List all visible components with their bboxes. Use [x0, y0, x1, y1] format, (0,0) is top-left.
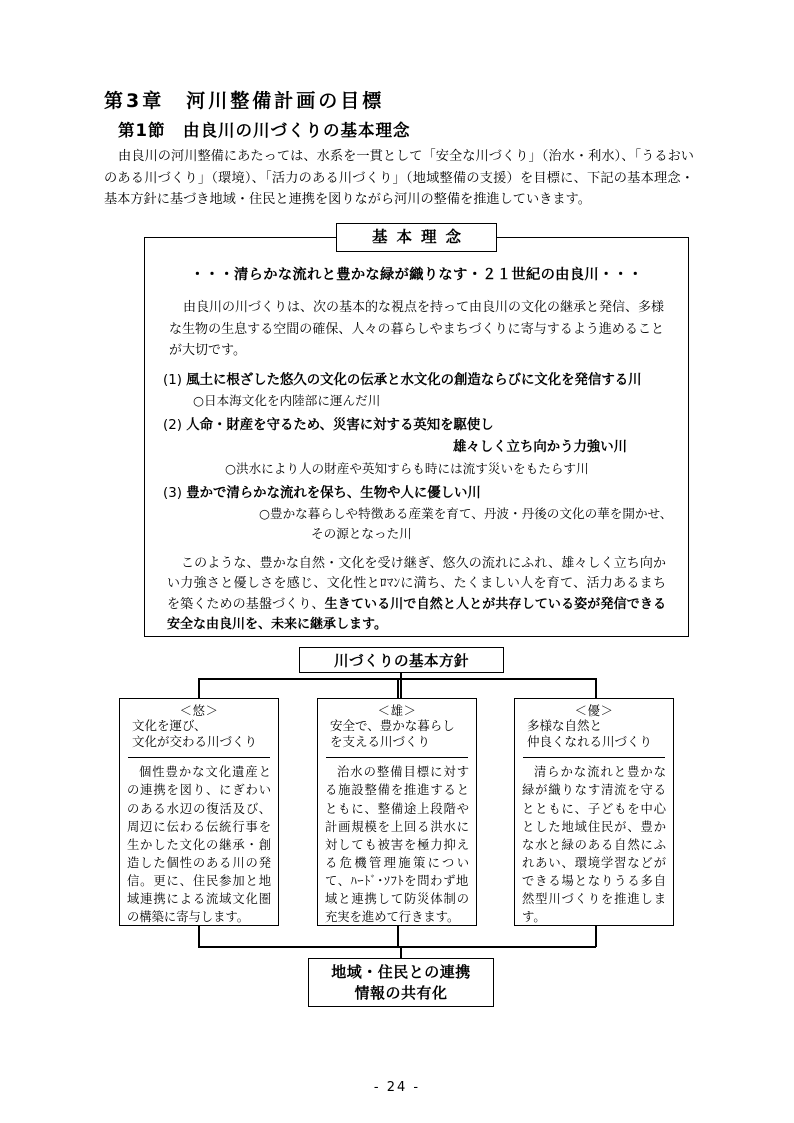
- concept-item-3: [163, 483, 670, 504]
- column-1-subtitle-line1: 安全で、豊かな暮らし: [330, 718, 455, 733]
- column-1-subtitle-line2: を支える川づくり: [330, 733, 431, 749]
- column-0-divider: [128, 757, 270, 758]
- concept-item-3-number: (3): [163, 485, 182, 501]
- concept-item-2-number: (2): [163, 417, 182, 433]
- concept-item-1: [163, 370, 670, 391]
- connector-policy-down: [400, 673, 402, 698]
- concept-item-3-sub-2: その源となった川: [311, 525, 412, 541]
- concept-item-1-heading: 風土に根ざした悠久の文化の伝承と水文化の創造ならびに文化を発信する川: [186, 372, 642, 388]
- connector-top-to-col-1: [397, 678, 399, 698]
- connector-col-1-down: [397, 926, 399, 947]
- basic-concept-title: 基本理念: [336, 223, 497, 252]
- intro-paragraph: 由良川の河川整備にあたっては、水系を一貫として「安全な川づくり」（治水・利水）、「うるおいのある川づくり」（環境）、「活力のある川づくり」（地域整備の支援）を目標に、下記の基本理念・基本方針に基づき地域・住民と連携を図りながら河川の整備を推進していきます。: [104, 149, 694, 207]
- column-0-subtitle-line1: 文化を運び、: [132, 718, 207, 733]
- connector-col-2-down: [595, 926, 597, 947]
- bottom-box-line-2: 情報の共有化: [354, 983, 448, 1002]
- concept-item-2-heading: 人命・財産を守るため、災害に対する英知を駆使し: [186, 417, 494, 433]
- concept-lead-paragraph: 由良川の川づくりは、次の基本的な視点を持って由良川の文化の継承と発信、多様な生物の生息する空間の確保、人々の暮らしやまちづくりに寄与するよう進めることが大切です。: [169, 300, 665, 358]
- column-2-subtitle-line2: 仲良くなれる川づくり: [527, 733, 653, 749]
- concept-item-1-sub-1: ○日本海文化を内陸部に運んだ川: [193, 392, 381, 408]
- column-0-subtitle-line2: 文化が交わる川づくり: [132, 733, 258, 749]
- column-2-body: 清らかな流れと豊かな緑が織りなす清流を守るとともに、子どもを中心とした地域住民が、豊かな水と緑のある自然にふれあい、環境学習などができる場となりうる多自然型川づくりを推進します。: [522, 765, 666, 925]
- concept-closing-paragraph: [163, 554, 670, 636]
- connector-bottom-bus: [198, 946, 596, 948]
- connector-top-to-col-2: [595, 678, 597, 698]
- concept-closing-normal: このような、豊かな自然・文化を受け継ぎ、悠久の流れにふれ、雄々しく立ち向かい力強さと優しさを感じ、文化性とﾛﾏﾝに満ち、たくましい人を育て、活力あるまちを築くための基盤づくり、: [167, 555, 666, 612]
- column-box-yuu-brave: [317, 698, 477, 926]
- concept-item-1-number: (1): [163, 372, 182, 388]
- concept-item-2-sub-1: ○洪水により人の財産や英知すらも時には流す災いをもたらす川: [225, 460, 589, 476]
- column-1-divider: [326, 757, 468, 758]
- column-2-subtitle-line1: 多様な自然と: [527, 718, 603, 733]
- basic-concept-content: [145, 238, 688, 636]
- chapter-title: 第3章 河川整備計画の目標: [104, 90, 385, 112]
- column-1-kanji: ＜雄＞: [377, 703, 417, 718]
- concept-item-2: [163, 415, 670, 436]
- column-1-head: [318, 699, 476, 755]
- column-0-kanji: ＜悠＞: [179, 703, 219, 718]
- column-box-yasashii: [514, 698, 674, 926]
- concept-item-3-sub-1: ○豊かな暮らしや特徴ある産業を育て、丹波・丹後の文化の華を開かせ、: [259, 505, 673, 521]
- column-2-kanji: ＜優＞: [574, 703, 614, 718]
- column-0-body: 個性豊かな文化遺産との連携を図り、にぎわいのある水辺の復活及び、周辺に伝わる伝統行事を生かした文化の継承・創造した個性のある川の発信。更に、住民参加と地域連携による流域文化圏の構築に寄与します。: [127, 765, 271, 925]
- column-box-yuu: [119, 698, 279, 926]
- concept-item-2-heading-extra: 雄々しく立ち向かう力強い川: [453, 439, 628, 455]
- concept-tagline: ・・・清らかな流れと豊かな緑が織りなす・２１世紀の由良川・・・: [190, 267, 643, 283]
- column-2-divider: [523, 757, 665, 758]
- bottom-box-line-1: 地域・住民との連携: [331, 962, 471, 981]
- connector-top-to-col-0: [198, 678, 200, 698]
- page-number: - 24 -: [373, 1080, 421, 1095]
- basic-concept-box: [144, 237, 689, 637]
- concept-item-3-heading: 豊かで清らかな流れを保ち、生物や人に優しい川: [186, 485, 481, 501]
- connector-col-0-down: [198, 926, 200, 947]
- bottom-summary-box: [308, 958, 494, 1007]
- column-1-body: 治水の整備目標に対する施設整備を推進するとともに、整備途上段階や計画規模を上回る洪水に対しても被害を極力抑える危機管理施策について、ﾊｰﾄﾞ･ｿﾌﾄを問わず地域と連携して防災体制の充実を進めて行きます。: [325, 765, 469, 925]
- concept-closing-bold: 生きている川で自然と人とが共存している姿が発信できる安全な由良川を、未来に継承します。: [167, 596, 666, 632]
- concept-item-list: [163, 370, 673, 544]
- section-title: 第1節 由良川の川づくりの基本理念: [118, 121, 411, 140]
- column-0-head: [120, 699, 278, 755]
- column-2-head: [515, 699, 673, 755]
- policy-box: 川づくりの基本方針: [299, 647, 504, 673]
